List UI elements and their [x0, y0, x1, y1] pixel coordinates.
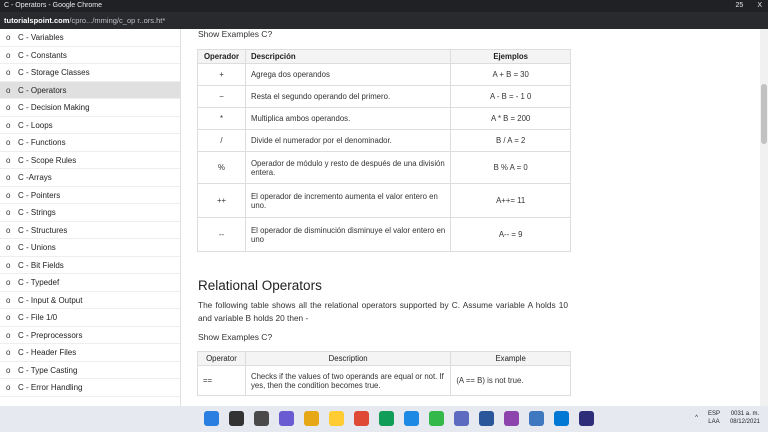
sidebar-item[interactable]: [0, 239, 180, 257]
scrollbar-thumb[interactable]: [761, 84, 767, 144]
sidebar-item[interactable]: [0, 309, 180, 327]
sidebar-item[interactable]: [0, 99, 180, 117]
sidebar-item[interactable]: [0, 344, 180, 362]
taskbar-app-icon[interactable]: [429, 411, 444, 426]
table-row: [198, 366, 571, 396]
bullet-icon: o: [6, 383, 11, 392]
taskbar-app-icon[interactable]: [254, 411, 269, 426]
cell-op: *: [198, 108, 246, 130]
clock[interactable]: [730, 410, 760, 426]
window-close-button[interactable]: X: [757, 2, 762, 9]
sidebar-item[interactable]: [0, 222, 180, 240]
cell-desc: Operador de módulo y resto de después de una división entera.: [245, 152, 450, 184]
taskbar-app-icon[interactable]: [329, 411, 344, 426]
taskbar-app-icon[interactable]: [304, 411, 319, 426]
sidebar-item-label: C - Preprocessors: [18, 330, 83, 340]
sidebar-item[interactable]: [0, 169, 180, 187]
taskbar-app-icon[interactable]: [554, 411, 569, 426]
cell-desc: Resta el segundo operando del primero.: [245, 86, 450, 108]
address-bar[interactable]: [0, 12, 768, 29]
sidebar-item-label: C - Pointers: [18, 190, 61, 200]
bullet-icon: o: [6, 155, 11, 165]
show-examples-link-2[interactable]: Show Examples C?: [198, 332, 273, 342]
bullet-icon: o: [6, 295, 11, 305]
url-path: /cpro.../mming/c_op r..ors.ht*: [69, 16, 166, 25]
cell-ex: A - B = - 1 0: [451, 86, 571, 108]
sidebar-item-label: C - Functions: [18, 138, 66, 147]
sidebar-item[interactable]: [0, 292, 180, 310]
sidebar-item[interactable]: [0, 379, 180, 397]
cell-op: ==: [198, 366, 246, 396]
sidebar-nav: [0, 29, 181, 406]
clock-date: 08/12/2021: [729, 419, 760, 425]
taskbar-app-icon[interactable]: [379, 411, 394, 426]
bullet-icon: o: [6, 278, 11, 287]
sidebar-item-label: C - Storage Classes: [18, 68, 90, 77]
sidebar-item-label: C - Input & Output: [18, 295, 83, 305]
cell-desc: Agrega dos operandos: [245, 64, 450, 86]
sidebar-item[interactable]: [0, 274, 180, 292]
taskbar-app-icon[interactable]: [504, 411, 519, 426]
cell-op: %: [198, 152, 246, 184]
sidebar-item[interactable]: [0, 362, 180, 380]
cell-ex: A-- = 9: [451, 218, 571, 252]
bullet-icon: o: [6, 173, 11, 182]
sidebar-item[interactable]: [0, 29, 180, 47]
table-row: [198, 184, 571, 218]
bullet-icon: o: [6, 68, 11, 77]
cell-ex: B / A = 2: [451, 130, 571, 152]
sidebar-item[interactable]: [0, 82, 180, 100]
sidebar-item[interactable]: [0, 152, 180, 170]
col-header-example: Example: [451, 352, 571, 366]
sidebar-item[interactable]: [0, 134, 180, 152]
sidebar-item[interactable]: [0, 47, 180, 65]
bullet-icon: o: [6, 190, 11, 200]
relational-intro-paragraph: The following table shows all the relational operators supported by C. Assume variable A holds 10 and variable B holds 20 then -: [198, 300, 568, 323]
sidebar-item-label: C - Type Casting: [18, 365, 78, 375]
taskbar-app-icon[interactable]: [204, 411, 219, 426]
sidebar-item-label: C - Typedef: [18, 278, 60, 287]
bullet-icon: o: [6, 120, 11, 130]
taskbar-app-icon[interactable]: [579, 411, 594, 426]
cell-desc: Multiplica ambos operandos.: [245, 108, 450, 130]
table-row: [198, 218, 571, 252]
col-header-description: Descripción: [245, 50, 450, 64]
taskbar-app-icon[interactable]: [279, 411, 294, 426]
url-host: tutorialspoint.com: [4, 16, 70, 25]
bullet-icon: o: [6, 330, 11, 340]
table-row: [198, 64, 571, 86]
clock-time: 0031 a. m.: [730, 411, 760, 417]
window-title: C - Operators - Google Chrome: [4, 2, 103, 9]
table-row: [198, 108, 571, 130]
cell-op: /: [198, 130, 246, 152]
sidebar-item-label: C - Error Handling: [18, 383, 83, 392]
tray-chevron-icon[interactable]: ^: [695, 415, 698, 421]
sidebar-item-label: C - Header Files: [18, 348, 77, 357]
sidebar-item-label: C - Constants: [18, 50, 67, 60]
cell-op: ++: [198, 184, 246, 218]
sidebar-item-label: C - Loops: [18, 120, 53, 130]
bullet-icon: o: [6, 208, 11, 217]
cell-desc: El operador de incremento aumenta el valor entero en uno.: [245, 184, 450, 218]
sidebar-item-label: C - Bit Fields: [18, 260, 64, 270]
bullet-icon: o: [6, 243, 11, 252]
cell-ex: B % A = 0: [451, 152, 571, 184]
page-scrollbar[interactable]: [760, 29, 768, 406]
col-header-description: Description: [245, 352, 450, 366]
taskbar-app-icon[interactable]: [404, 411, 419, 426]
cell-ex: (A == B) is not true.: [451, 366, 571, 396]
bullet-icon: o: [6, 33, 11, 42]
cell-desc: El operador de disminución disminuye el valor entero en uno: [245, 218, 450, 252]
bullet-icon: o: [6, 225, 11, 235]
cell-ex: A * B = 200: [451, 108, 571, 130]
cell-op: +: [198, 64, 246, 86]
language-indicator[interactable]: ESP LAA: [707, 411, 720, 425]
sidebar-item[interactable]: [0, 187, 180, 205]
system-tray: [695, 410, 760, 426]
sidebar-item-label: C -Arrays: [18, 173, 52, 182]
taskbar-app-icon[interactable]: [354, 411, 369, 426]
window-control-min[interactable]: 25: [735, 2, 744, 9]
cell-ex: A++= 11: [451, 184, 571, 218]
cell-op: --: [198, 218, 246, 252]
sidebar-item-label: C - Unions: [18, 243, 56, 252]
sidebar-item-label: C - Operators: [18, 85, 67, 95]
sidebar-item[interactable]: [0, 257, 180, 275]
sidebar-item-label: C - File 1/0: [18, 313, 58, 322]
window-controls: [736, 0, 762, 12]
arithmetic-operators-table: [197, 49, 571, 252]
taskbar-app-icon[interactable]: [454, 411, 469, 426]
bullet-icon: o: [6, 50, 11, 60]
bullet-icon: o: [6, 313, 11, 322]
show-examples-link[interactable]: Show Examples C?: [198, 29, 273, 39]
cell-op: −: [198, 86, 246, 108]
taskbar-app-icon[interactable]: [229, 411, 244, 426]
sidebar-item-label: C - Decision Making: [18, 103, 90, 112]
bullet-icon: o: [6, 365, 11, 375]
sidebar-item[interactable]: [0, 327, 180, 345]
col-header-operator: Operator: [198, 352, 246, 366]
sidebar-item[interactable]: [0, 117, 180, 135]
sidebar-item-label: C - Scope Rules: [18, 155, 77, 165]
bullet-icon: o: [6, 103, 11, 112]
col-header-examples: Ejemplos: [451, 50, 571, 64]
table-row: [198, 152, 571, 184]
relational-operators-table: [197, 351, 571, 396]
sidebar-item[interactable]: [0, 204, 180, 222]
table-row: [198, 86, 571, 108]
window-titlebar: [0, 0, 768, 12]
main-content: [181, 29, 768, 406]
taskbar-app-icon[interactable]: [529, 411, 544, 426]
bullet-icon: o: [6, 260, 11, 270]
sidebar-item-label: C - Structures: [18, 225, 68, 235]
col-header-operator: Operador: [198, 50, 246, 64]
taskbar-app-icon[interactable]: [479, 411, 494, 426]
bullet-icon: o: [6, 85, 11, 95]
bullet-icon: o: [6, 348, 11, 357]
cell-ex: A + B = 30: [451, 64, 571, 86]
table-row: [198, 130, 571, 152]
cell-desc: Divide el numerador por el denominador.: [245, 130, 450, 152]
section-title-relational: Relational Operators: [198, 278, 322, 293]
sidebar-item-label: C - Strings: [18, 208, 56, 217]
bullet-icon: o: [6, 138, 11, 147]
sidebar-item[interactable]: [0, 64, 180, 82]
os-taskbar: [0, 406, 768, 432]
cell-desc: Checks if the values of two operands are equal or not. If yes, then the condition becomes true.: [245, 366, 450, 396]
sidebar-item-label: C - Variables: [18, 33, 64, 42]
